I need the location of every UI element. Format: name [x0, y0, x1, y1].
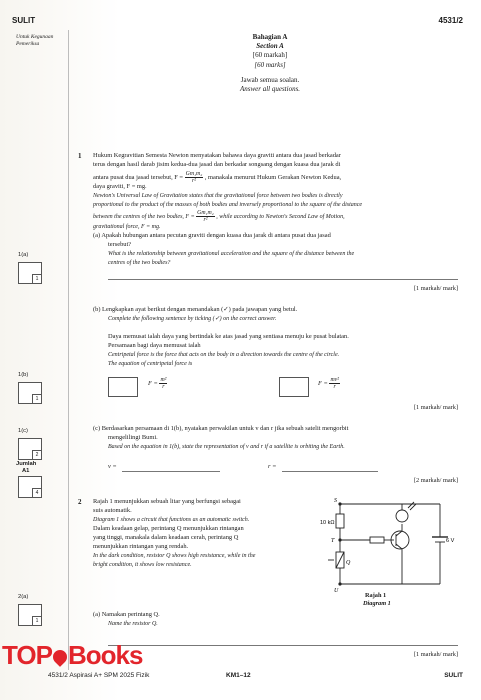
q1b-option-1-denominator: r [162, 384, 165, 390]
q1c-r-label: r = [268, 463, 277, 470]
base-resistor [370, 537, 384, 543]
q1c-text-en: Based on the equation in 1(b), state the representation of v and r if a satellite is orbiting the Earth. [108, 444, 345, 450]
q1c-mark: [2 markah/ mark] [413, 477, 458, 484]
box-label-1a: 1(a) [18, 252, 29, 258]
q1-formula-fraction [185, 171, 204, 184]
q1-intro-ms-2: terus dengan hasil darab jisim kedua-dua jasad dan berkadar songsang dengan kuasa dua jarak di [93, 161, 341, 168]
q1b-option-2-checkbox[interactable] [279, 377, 309, 397]
margin-divider [68, 30, 69, 670]
box-label-2a: 2(a) [18, 594, 29, 600]
header-sulit: SULIT [12, 16, 36, 25]
q1-intro-ms-3a: antara pusat dua jasad tersebut, F = [93, 173, 184, 181]
q2a-text-ms: (a) Namakan perintang Q. [93, 611, 160, 618]
margin-title: Untuk Kegunaan Pemeriksa [16, 34, 54, 47]
marks-box-1b[interactable] [18, 382, 42, 404]
q1a-mark: [1 markah/ mark] [413, 285, 458, 292]
q1b-option-1-fraction [159, 377, 167, 390]
q1-intro-en-1: Newton's Universal Law of Gravitation states that the gravitational force between two bodies is directly [93, 193, 343, 199]
q1b-mark: [1 markah/ mark] [413, 404, 458, 411]
q1-intro-en-4: gravitational force, F = mg. [93, 224, 161, 230]
instruction-ms: Jawab semua soalan. [240, 76, 300, 84]
q2a-mark: [1 markah/ mark] [413, 651, 458, 658]
q2-text-en-2: In the dark condition, resistor Q shows high resistance, while in the [93, 553, 256, 559]
marks-box-2a[interactable] [18, 604, 42, 626]
q1-intro-en-3b: , while according to Newton's Second Law of Motion, [216, 213, 345, 220]
q1b-option-1-checkbox[interactable] [108, 377, 138, 397]
q1-formula-numerator: Gm₁m₂ [185, 171, 203, 177]
topbooks-logo [2, 640, 142, 671]
label-s: S [334, 498, 337, 504]
marks-box-1a[interactable] [18, 262, 42, 284]
marks-box-1b-max: 1 [32, 394, 42, 404]
q1b-option-2-denominator: r [333, 384, 336, 390]
q2-text-en-1: Diagram 1 shows a circuit that functions as an automatic switch. [93, 517, 250, 523]
q1-intro-en-3 [93, 210, 345, 223]
q1-intro-en-2: proportional to the product of the masses of both bodies and inversely proportional to the square of the distance [93, 202, 363, 208]
q1b-option-2-numerator: mv² [330, 377, 339, 383]
q1b-sentence-ms-2: Persamaan bagi daya memusat ialah [108, 342, 201, 349]
marks-box-1c[interactable] [18, 438, 42, 460]
q1-formula-fraction-en [196, 210, 215, 223]
footer-left: 4531/2 Aspirasi A+ SPM 2025 Fizik [48, 672, 150, 679]
box-label-1b: 1(b) [18, 372, 29, 378]
q2-text-ms-5: menunjukkan rintangan yang rendah. [93, 543, 189, 550]
marks-box-2a-max: 1 [32, 616, 42, 626]
label-6v: 6 V [446, 538, 455, 544]
q2-text-ms-2: suis automatik. [93, 507, 132, 514]
q1b-option-1-numerator: m² [160, 377, 167, 383]
logo-books: Books [67, 640, 143, 670]
q1-intro-ms-4: daya graviti, F = mg. [93, 183, 147, 190]
led [396, 510, 408, 522]
box-label-a1: A1 [22, 468, 30, 474]
q1b-sentence-en-2: The equation of centripetal force is [108, 361, 193, 367]
marks-box-total-a1[interactable] [18, 476, 42, 498]
q1b-sentence-ms-1: Daya memusat ialah daya yang bertindak ke atas jasad yang sentiasa menuju ke pusat bulatan. [108, 333, 349, 340]
question-2-number: 2 [78, 498, 82, 506]
q1c-text-ms-1: (c) Berdasarkan persamaan di 1(b), nyatakan perwakilan untuk v dan r jika sebuah satelit mengorbit [93, 425, 349, 432]
question-1-number: 1 [78, 152, 82, 160]
q1-formula-numerator-en: Gm₁m₂ [197, 210, 214, 216]
logo-top: TOP [2, 640, 52, 670]
q1b-option-1-formula [148, 377, 167, 390]
q1-formula-denominator: r² [191, 178, 196, 184]
q1b-option-2-formula [318, 377, 340, 390]
q1c-r-answer-line[interactable] [282, 471, 378, 472]
label-q: Q [346, 560, 351, 566]
q1b-option-2-fraction [329, 377, 340, 390]
q1c-v-answer-line[interactable] [122, 471, 220, 472]
q1b-option-2-f: F = [318, 379, 328, 387]
q1c-text-ms-2: mengelilingi Bumi. [108, 434, 158, 441]
q1b-text-en: Complete the following sentence by ticking (✓) on the correct answer. [108, 316, 277, 322]
q2-text-ms-1: Rajah 1 menunjukkan sebuah litar yang berfungsi sebagai [93, 498, 241, 505]
q1b-option-1-f: F = [148, 379, 158, 387]
q1a-text-en-2: centres of the two bodies? [108, 260, 171, 266]
q1a-text-en-1: What is the relationship between gravitational acceleration and the square of the distance between the [108, 251, 355, 257]
q2a-text-en: Name the resistor Q. [108, 621, 158, 627]
circuit-diagram [320, 494, 460, 594]
marks-box-1c-max: 2 [32, 450, 42, 460]
q1-intro-en-3a: between the centres of the two bodies, F = [93, 213, 195, 220]
instruction-en: Answer all questions. [239, 85, 301, 93]
marks-box-1a-max: 1 [32, 274, 42, 284]
box-label-1c: 1(c) [18, 428, 28, 434]
label-t: T [331, 538, 335, 544]
box-label-jumlah: Jumlah [16, 461, 37, 467]
q1b-sentence-en-1: Centripetal force is the force that acts on the body in a direction towards the centre of the circle. [108, 352, 340, 358]
label-u: U [334, 588, 339, 594]
resistor-10k [336, 514, 344, 528]
q1-intro-ms-3b: , manakala menurut Hukum Gerakan Newton Kedua, [204, 173, 342, 181]
q1-formula-denominator-en: r² [203, 217, 208, 223]
marks-box-total-max: 4 [32, 488, 42, 498]
footer-sulit: SULIT [444, 672, 463, 679]
q2-text-ms-4: yang tinggi, manakala dalam keadaan cerah, perintang Q [93, 534, 239, 541]
diagram-caption-en: Diagram 1 [363, 600, 391, 607]
q1-intro-ms-1: Hukum Kegravitian Semesta Newton menyatakan bahawa daya graviti antara dua jasad berkadar [93, 152, 341, 159]
q1a-text-ms-2: tersebut? [108, 241, 132, 248]
diagram-caption-ms: Rajah 1 [365, 592, 387, 599]
section-title: Section A [256, 42, 284, 50]
q1a-text-ms-1: (a) Apakah hubungan antara pecutan graviti dengan kuasa dua jarak di antara pusat dua jasad [93, 232, 331, 239]
section-marks: [60 marks] [254, 61, 286, 69]
label-10k: 10 kΩ [320, 520, 335, 526]
section-bahagian: Bahagian A [252, 33, 288, 41]
q1b-text-ms: (b) Lengkapkan ayat berikut dengan menandakan (✓) pada jawapan yang betul. [93, 306, 298, 313]
header-code: 4531/2 [438, 16, 463, 25]
logo-pin-icon [50, 647, 70, 667]
q2-text-ms-3: Dalam keadaan gelap, perintang Q menunjukkan rintangan [93, 525, 244, 532]
q1c-v-label: v = [108, 463, 117, 470]
footer-page: KM1–12 [226, 672, 251, 679]
section-markah: [60 markah] [252, 51, 288, 59]
q2-text-en-3: bright condition, it shows low resistance. [93, 562, 192, 568]
q1a-answer-line[interactable] [108, 279, 458, 280]
q2a-answer-line[interactable] [108, 645, 458, 646]
